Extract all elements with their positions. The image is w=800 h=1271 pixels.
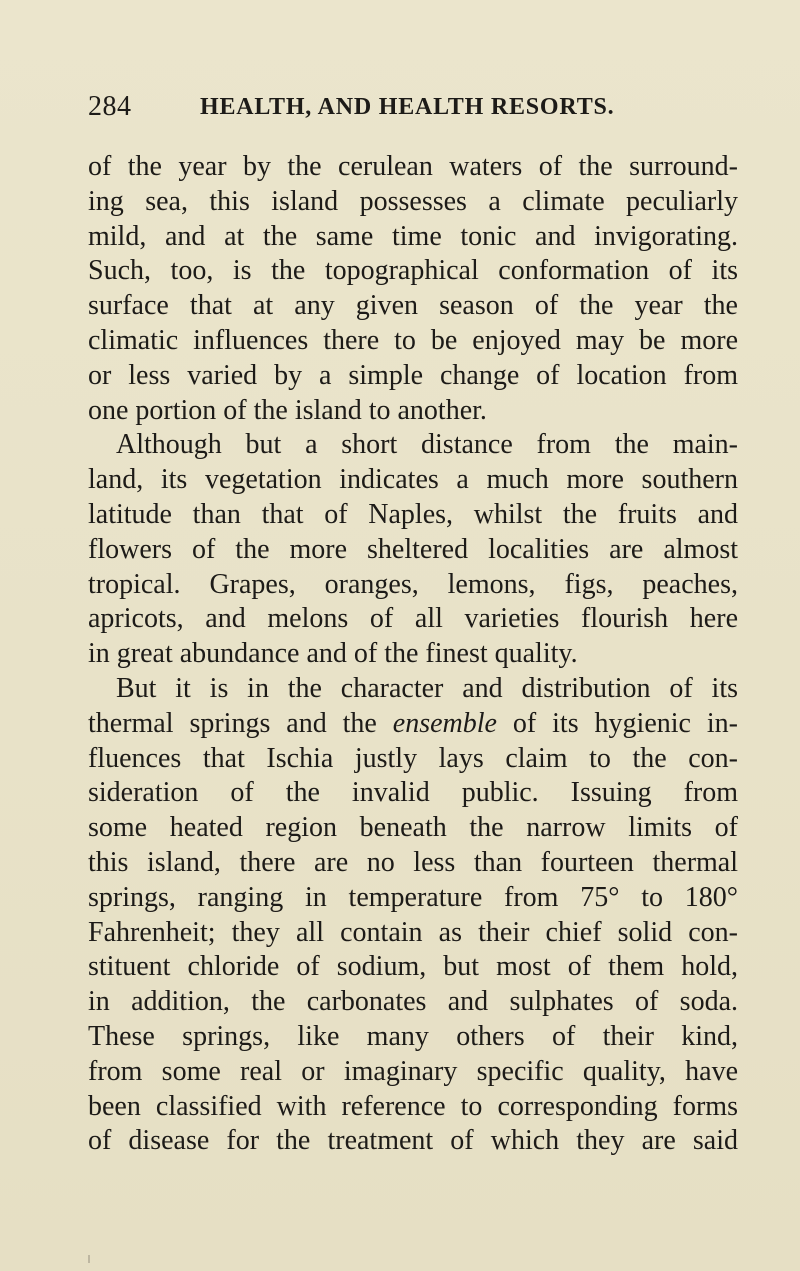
text-line: in addition, the carbonates and sulphates of soda. [88, 986, 738, 1018]
running-head-title: HEALTH, AND HEALTH RESORTS. [200, 94, 615, 120]
page-number: 284 [88, 91, 132, 122]
text-line: sideration of the invalid public. Issuing from [88, 777, 738, 809]
text-line: Fahrenheit; they all contain as their chief solid con- [88, 916, 738, 948]
text-line: surface that at any given season of the year the [88, 290, 738, 322]
body-text [88, 150, 738, 1159]
text-line: Such, too, is the topographical conformation of its [88, 255, 738, 287]
text-line: land, its vegetation indicates a much more southern [88, 464, 738, 496]
text-line: in great abundance and of the finest quality. [88, 638, 578, 670]
text-line: ing sea, this island possesses a climate peculiarly [88, 185, 738, 217]
text-line: one portion of the island to another. [88, 394, 487, 426]
text-line: But it is in the character and distribution of its [116, 672, 738, 704]
inline-italic: ensemble [392, 707, 497, 739]
text-line: These springs, like many others of their kind, [88, 1020, 738, 1052]
text-segment: thermal springs and the [88, 707, 393, 739]
running-head [88, 88, 728, 126]
text-line: latitude than that of Naples, whilst the fruits and [88, 498, 738, 530]
text-line: from some real or imaginary specific quality, have [88, 1055, 738, 1087]
text-line: flowers of the more sheltered localities are almost [88, 533, 738, 565]
text-line: or less varied by a simple change of location from [88, 359, 738, 391]
text-line-with-italic [88, 707, 738, 742]
text-line: fluences that Ischia justly lays claim to the con- [88, 742, 738, 774]
text-segment: of its hygienic in- [496, 707, 738, 739]
text-line: Although but a short distance from the main- [116, 429, 738, 461]
text-line: stituent chloride of sodium, but most of them hold, [88, 951, 738, 983]
text-line: springs, ranging in temperature from 75° to 180° [88, 881, 738, 913]
text-line: of disease for the treatment of which they are said [88, 1125, 738, 1157]
text-line: this island, there are no less than fourteen thermal [88, 846, 738, 878]
text-line: some heated region beneath the narrow limits of [88, 812, 738, 844]
text-line: apricots, and melons of all varieties flourish here [88, 603, 738, 635]
text-line: of the year by the cerulean waters of the surround- [88, 151, 738, 182]
text-line: been classified with reference to corresponding forms [88, 1090, 738, 1122]
text-line: climatic influences there to be enjoyed may be more [88, 324, 738, 356]
text-line: tropical. Grapes, oranges, lemons, figs, peaches, [88, 568, 738, 600]
paper-mark [88, 1255, 90, 1263]
text-line: mild, and at the same time tonic and invigorating. [88, 220, 738, 252]
